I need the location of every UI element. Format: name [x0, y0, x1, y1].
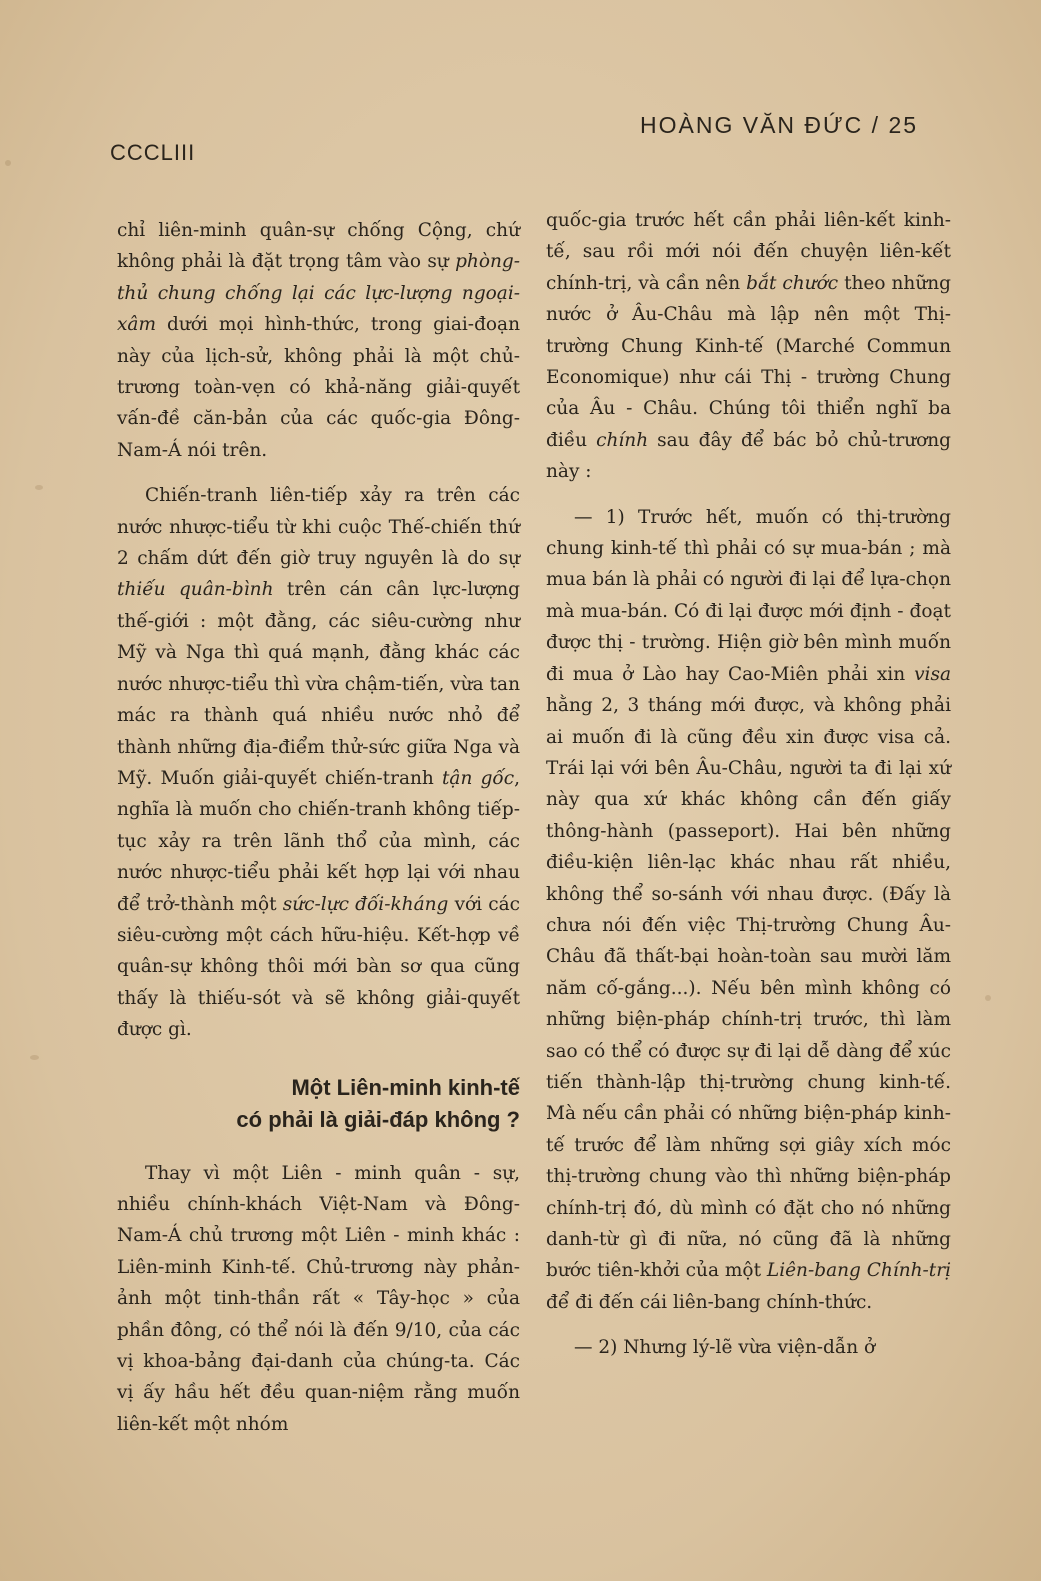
right-column	[546, 205, 951, 1364]
emphasis: thiếu quân-bình	[117, 579, 274, 601]
paragraph: Chiến-tranh liên-tiếp xảy ra trên các nước nhược-tiểu từ khi cuộc Thế-chiến thứ 2 chấm dứt đến giờ truy nguyên là do sự thiếu quân-bình trên cán cân lực-lượng thế-giới : một đằng, các siêu-cường như Mỹ và Nga thì quá mạnh, đằng khác các nước nhược-tiểu thì vừa chậm-tiến, vừa tan mác ra thành quá nhiều nước nhỏ để thành những địa-điểm thử-sức giữa Nga và Mỹ. Muốn giải-quyết chiến-tranh tận gốc, nghĩa là muốn cho chiến-tranh không tiếp-tục xảy ra trên lãnh thổ của mình, các nước nhược-tiểu phải kết hợp lại với nhau để trở-thành một sức-lực đối-kháng với các siêu-cường một cách hữu-hiệu. Kết-hợp về quân-sự không thôi mới bàn sơ qua cũng thấy là thiếu-sót và sẽ không giải-quyết được gì.	[117, 485, 520, 1041]
paragraph: — 2) Nhưng lý-lẽ vừa viện-dẫn ở	[574, 1337, 876, 1359]
emphasis: chính	[596, 429, 649, 451]
emphasis: Liên-bang Chính-trị	[766, 1260, 952, 1282]
emphasis: tận gốc	[442, 767, 515, 789]
paragraph: — 1) Trước hết, muốn có thị-trường chung kinh-tế thì phải có sự mua-bán ; mà mua bán là phải có người đi lại để lựa-chọn mà mua-bán. Có đi lại được mới định - đoạt được thị - trường. Hiện giờ bên mình muốn đi mua ở Lào hay Cao-Miên phải xin visa hằng 2, 3 tháng mới được, và không phải ai muốn đi là cũng đều xin được visa cả. Trái lại với bên Âu-Châu, người ta đi lại xứ này qua xứ khác không cần đến giấy thông-hành (passeport). Hai bên những điều-kiện liên-lạc khác nhau rất nhiều, không thể so-sánh với nhau được. (Đấy là chưa nói đến việc Thị-trường Chung Âu-Châu đã thất-bại hoàn-toàn sau mười lăm năm cố-gắng...). Nếu bên mình không có những biện-pháp chính-trị trước, thì làm sao có thể có được sự đi lại dễ dàng để xúc tiến thành-lập thị-trường chung kinh-tế. Mà nếu cần phải có những biện-pháp kinh-tế trước để làm những sợi giây xích móc thị-trường chung vào thì những biện-pháp chính-trị đó, dù mình có đặt cho nó những danh-từ gì đi nữa, nó cũng đã là những bước tiên-khởi của một Liên-bang Chính-trị để đi đến cái liên-bang chính-thức.	[546, 506, 952, 1313]
left-column	[117, 215, 520, 1440]
emphasis: phòng-thủ chung chống lại các lực-lượng ngoại-xâm	[117, 251, 520, 336]
emphasis: bắt chước	[746, 272, 839, 294]
roman-numeral-header: CCCLIII	[110, 140, 196, 165]
emphasis: visa	[914, 663, 951, 685]
paper-speck	[35, 485, 43, 490]
paragraph: Thay vì một Liên - minh quân - sự, nhiều chính-khách Việt-Nam và Đông-Nam-Á chủ trương một Liên - minh khác : Liên-minh Kinh-tế. Chủ-trương này phản-ảnh một tinh-thần rất « Tây-học » của phần đông, có thể nói là đến 9/10, của các vị khoa-bảng đại-danh của chúng-ta. Các vị ấy hầu hết đều quan-niệm rằng muốn liên-kết một nhóm	[117, 1162, 520, 1435]
paragraph: chỉ liên-minh quân-sự chống Cộng, chứ không phải là đặt trọng tâm vào sự phòng-thủ chung chống lại các lực-lượng ngoại-xâm dưới mọi hình-thức, trong giai-đoạn này của lịch-sử, không phải là một chủ-trương toàn-vẹn có khả-năng giải-quyết vấn-đề căn-bản của các quốc-gia Đông-Nam-Á nói trên.	[117, 220, 520, 461]
section-heading: Một Liên-minh kinh-tế có phải là giải-đáp không ?	[236, 1074, 520, 1132]
paper-speck	[5, 160, 11, 166]
running-title: HOÀNG VĂN ĐỨC / 25	[640, 112, 919, 138]
paragraph: quốc-gia trước hết cần phải liên-kết kinh-tế, sau rồi mới nói đến chuyện liên-kết chính-trị, và cần nên bắt chước theo những nước ở Âu-Châu mà lập nên một Thị-trường Chung Kinh-tế (Marché Commun Economique) như cái Thị - trường Chung của Âu - Châu. Chúng tôi thiển nghĩ ba điều chính sau đây để bác bỏ chủ-trương này :	[546, 210, 952, 483]
paper-speck	[30, 1055, 39, 1060]
emphasis: sức-lực đối-kháng	[282, 893, 449, 915]
paper-speck	[985, 995, 991, 1001]
